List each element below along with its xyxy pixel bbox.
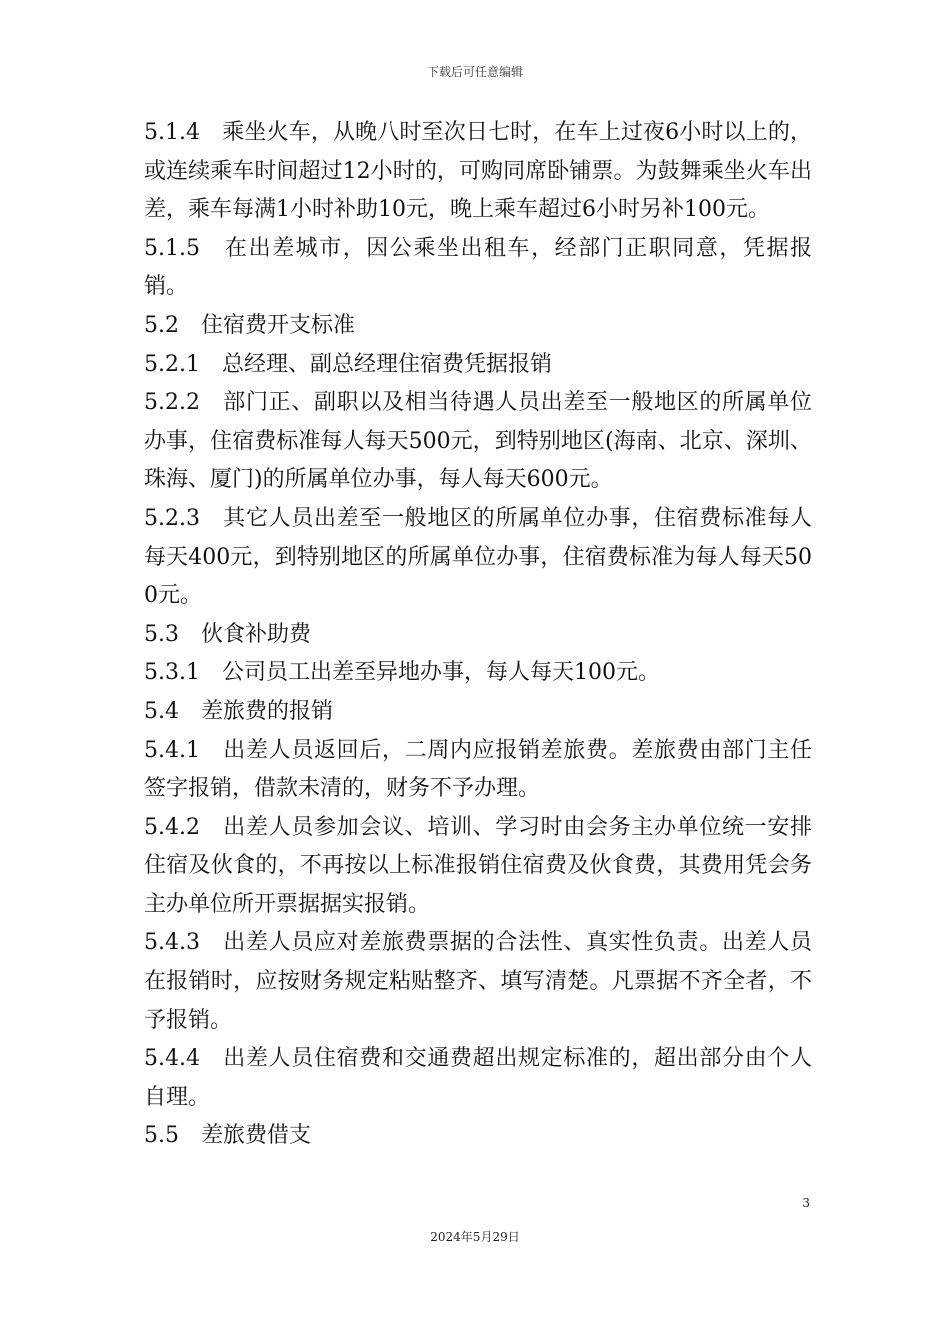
paragraph-5-3-1: 5.3.1 公司员工出差至异地办事，每人每天100元。 — [144, 660, 660, 686]
paragraph-5-2-3: 5.2.3 其它人员出差至一般地区的所属单位办事，住宿费标准每人每天400元，到特别地区的所属单位办事，住宿费标准为每人每天500元。 — [144, 505, 812, 609]
header-note: 下载后可任意编辑 — [426, 65, 523, 79]
paragraph-5-1-4: 5.1.4 乘坐火车，从晚八时至次日七时，在车上过夜6小时以上的，或连续乘车时间超过12小时的，可购同席卧铺票。为鼓舞乘坐火车出差，乘车每满1小时补助10元，晚上乘车超过6小时另补100元。 — [144, 120, 812, 223]
paragraph-5-1-5: 5.1.5 在出差城市，因公乘坐出租车，经部门正职同意，凭据报销。 — [144, 235, 812, 300]
paragraph-5-2-2: 5.2.2 部门正、副职以及相当待遇人员出差至一般地区的所属单位办事，住宿费标准每人每天500元，到特别地区(海南、北京、深圳、珠海、厦门)的所属单位办事，每人每天600元。 — [144, 390, 812, 493]
document-body — [144, 114, 812, 1156]
footer-date: 2024年5月29日 — [430, 1230, 520, 1244]
paragraph-5-4-4: 5.4.4 出差人员住宿费和交通费超出规定标准的，超出部分由个人自理。 — [144, 1046, 812, 1110]
section-heading-5-3: 5.3 伙食补助费 — [144, 621, 311, 647]
paragraph-5-4-1: 5.4.1 出差人员返回后，二周内应报销差旅费。差旅费由部门主任签字报销，借款未清的，财务不予办理。 — [144, 737, 812, 802]
paragraph-5-4-2: 5.4.2 出差人员参加会议、培训、学习时由会务主办单位统一安排住宿及伙食的，不再按以上标准报销住宿费及伙食费，其费用凭会务主办单位所开票据据实报销。 — [144, 814, 812, 917]
paragraph-5-2-1: 5.2.1 总经理、副总经理住宿费凭据报销 — [144, 351, 552, 377]
section-heading-5-2: 5.2 住宿费开支标准 — [144, 312, 355, 338]
section-heading-5-4: 5.4 差旅费的报销 — [144, 698, 333, 724]
page-number: 3 — [802, 1196, 810, 1210]
section-heading-5-5: 5.5 差旅费借支 — [144, 1123, 311, 1149]
paragraph-5-4-3: 5.4.3 出差人员应对差旅费票据的合法性、真实性负责。出差人员在报销时，应按财务规定粘贴整齐、填写清楚。凡票据不齐全者，不予报销。 — [144, 930, 812, 1033]
